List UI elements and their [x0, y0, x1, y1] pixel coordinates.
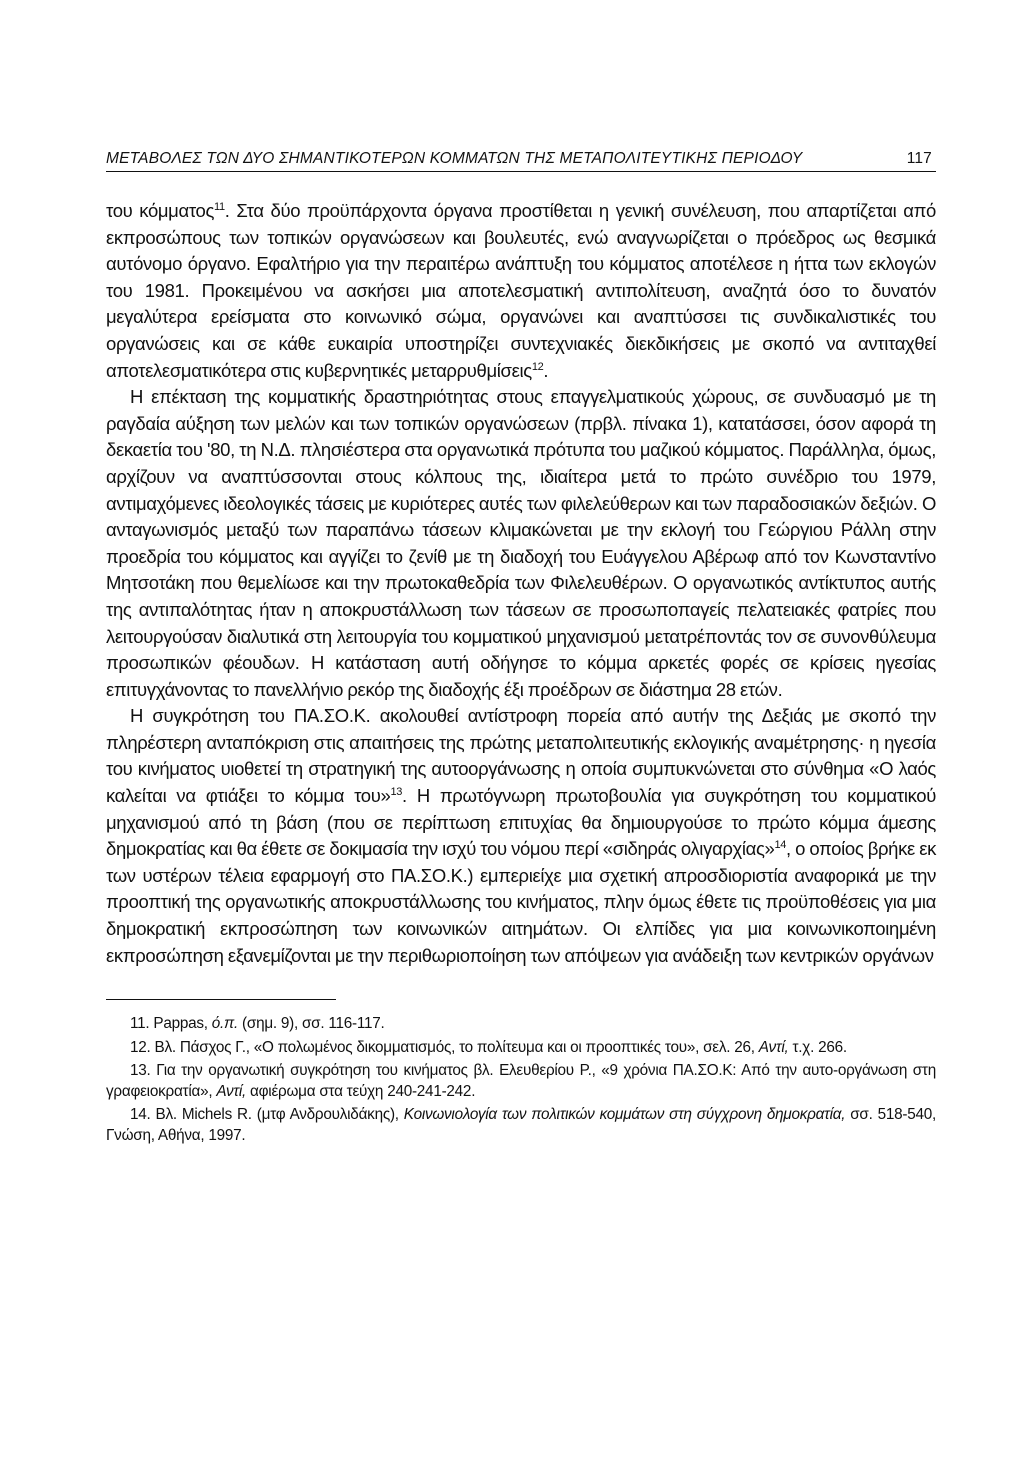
paragraph-1-part-2: . Στα δύο προϋπάρχοντα όργανα προστίθεται η γενική συνέλευση, που απαρτίζεται από εκπροσώπους των τοπικών οργανώσεων και βουλευτές, ενώ αναγνωρίζεται ο πρόεδρος ως θεσμικά αυτόνομο όργανο. Εφαλτήριο για την περαιτέρω ανάπτυξη του κόμματος αποτέλεσε η ήττα των εκλογών του 1981. Προκειμένου να ασκήσει μια αποτελεσματική αντιπολίτευση, αναζητά όσο το δυνατόν μεγαλύτερα ερείσματα στο κοινωνικό σώμα, οργανώνει και αναπτύσσει τις συνδικαλιστικές του οργανώσεις και σε κάθε ευκαιρία υποστηρίζει συντεχνιακές διεκδικήσεις με σκοπό να αντιταχθεί αποτελεσματικότερα στις κυβερνητικές μεταρρυθμίσεις	[106, 200, 936, 381]
footnote-divider	[106, 999, 336, 1000]
footnote-13-text-end: αφιέρωμα στα τεύχη 240-241-242.	[246, 1082, 476, 1100]
paragraph-3-part-3: , ο οποίος βρήκε εκ των υστέρων τέλεια εφαρμογή στο ΠΑ.ΣΟ.Κ.) εμπεριείχε μια σχετική απροσδιοριστία αναφορικά με την προοπτική της οργανωτικής αποκρυστάλλωσης του κινήματος, πλην όμως έθετε τις προϋποθέσεις για μια δημοκρατική εκπροσώπηση των κοινωνικών αιτημάτων. Οι ελπίδες για μια κοινωνικοποιημένη εκπροσώπηση εξανεμίζονται με την περιθωριοποίηση των απόψεων για ανάδειξη των κεντρικών οργάνων	[106, 838, 936, 966]
body-text	[106, 198, 936, 969]
footnote-14-italic: Κοινωνιολογία των πολιτικών κομμάτων στη σύγχρονη δημοκρατία,	[403, 1106, 846, 1124]
footnote-ref-13: 13	[390, 785, 402, 798]
footnote-13-italic: Αντί,	[216, 1082, 247, 1100]
footnote-12	[106, 1038, 936, 1059]
paragraph-1-part-1: του κόμματος	[106, 200, 215, 221]
paragraph-1	[106, 198, 936, 384]
running-header	[106, 150, 936, 172]
chapter-title: ΜΕΤΑΒΟΛΕΣ ΤΩΝ ΔΥΟ ΣΗΜΑΝΤΙΚΟΤΕΡΩΝ ΚΟΜΜΑΤΩΝ ΤΗΣ ΜΕΤΑΠΟΛΙΤΕΥΤΙΚΗΣ ΠΕΡΙΟΔΟΥ	[106, 150, 803, 167]
footnote-14	[106, 1105, 936, 1146]
paragraph-3	[106, 703, 936, 969]
footnote-12-text-end: τ.χ. 266.	[788, 1038, 847, 1056]
footnote-ref-12: 12	[531, 360, 544, 373]
footnote-11-italic: ό.π.	[211, 1015, 239, 1033]
footnote-11	[106, 1014, 936, 1035]
footnote-11-text: 11. Pappas,	[130, 1015, 212, 1033]
footnote-13	[106, 1061, 936, 1102]
paragraph-3-part-2: . Η πρωτόγνωρη πρωτοβουλία για συγκρότηση του κομματικού μηχανισμού από τη βάση (που σε περίπτωση επιτυχίας θα δημιουργούσε το πρώτο κόμμα άμεσης δημοκρατίας και θα έθετε σε δοκιμασία την ισχύ του νόμου περί «σιδηράς ολιγαρχίας»	[106, 785, 936, 860]
paragraph-2: Η επέκταση της κομματικής δραστηριότητας στους επαγγελματικούς χώρους, σε συνδυασμό με τη ραγδαία αύξηση των μελών και των τοπικών οργανώσεων (πρβλ. πίνακα 1), κατατάσσει, όσον αφορά τη δεκαετία του '80, τη Ν.Δ. πλησιέστερα στα οργανωτικά πρότυπα του μαζικού κόμματος. Παράλληλα, όμως, αρχίζουν να αναπτύσσονται στους κόλπους της, ιδιαίτερα μετά το πρώτο συνέδριο του 1979, αντιμαχόμενες ιδεολογικές τάσεις με κυριότερες αυτές των φιλελεύθερων και των παραδοσιακών δεξιών. Ο ανταγωνισμός μεταξύ των παραπάνω τάσεων κλιμακώνεται με την εκλογή του Γεώργιου Ράλλη στην προεδρία του κόμματος και αγγίζει το ζενίθ με τη διαδοχή του Ευάγγελου Αβέρωφ από τον Κωνσταντίνο Μητσοτάκη που θεμελίωσε και την πρωτοκαθεδρία των Φιλελευθέρων. Ο οργανωτικός αντίκτυπος αυτής της αντιπαλότητας ήταν η αποκρυστάλλωση των τάσεων σε προσωποπαγείς πελατειακές φατρίες που λειτουργούσαν διαλυτικά στη λειτουργία του κομματικού μηχανισμού μετατρέποντάς τον σε συνονθύλευμα προσωπικών φέουδων. Η κατάσταση αυτή οδήγησε το κόμμα αρκετές φορές σε κρίσεις ηγεσίας επιτυγχάνοντας το πανελλήνιο ρεκόρ της διαδοχής έξι προέδρων σε διάστημα 28 ετών.	[106, 386, 936, 700]
footnote-12-italic: Αντί,	[758, 1038, 789, 1056]
footnote-11-text-end: (σημ. 9), σσ. 116-117.	[238, 1015, 385, 1033]
footnote-ref-11: 11	[214, 200, 225, 213]
paragraph-1-part-3: .	[543, 359, 549, 381]
page-number: 117	[906, 150, 932, 167]
book-page	[106, 150, 936, 1149]
footnote-13-text: 13. Για την οργανωτική συγκρότηση του κινήματος βλ. Ελευθερίου Ρ., «9 χρόνια ΠΑ.ΣΟ.Κ: Από την αυτο-οργάνωση στη γραφειοκρατία»,	[106, 1062, 936, 1100]
paragraph-3-part-1: Η συγκρότηση του ΠΑ.ΣΟ.Κ. ακολουθεί αντίστροφη πορεία από αυτήν της Δεξιάς με σκοπό την πληρέστερη ανταπόκριση στις απαιτήσεις της πρώτης μεταπολιτευτικής εκλογικής αναμέτρησης· η ηγεσία του κινήματος υιοθετεί τη στρατηγική της αυτοοργάνωσης η οποία συμπυκνώνεται στο σύνθημα «Ο λαός καλείται να φτιάξει το κόμμα του»	[106, 705, 936, 807]
footnote-14-text-end: σσ. 518-540, Γνώση, Αθήνα, 1997.	[106, 1106, 936, 1144]
footnote-14-text: 14. Βλ. Michels R. (μτφ Ανδρουλιδάκης),	[130, 1106, 404, 1124]
footnote-12-text: 12. Βλ. Πάσχος Γ., «Ο πολωμένος δικομματισμός, το πολίτευμα και οι προοπτικές του», σελ. 26,	[130, 1038, 759, 1056]
footnotes	[106, 1014, 936, 1146]
footnote-ref-14: 14	[774, 839, 787, 852]
